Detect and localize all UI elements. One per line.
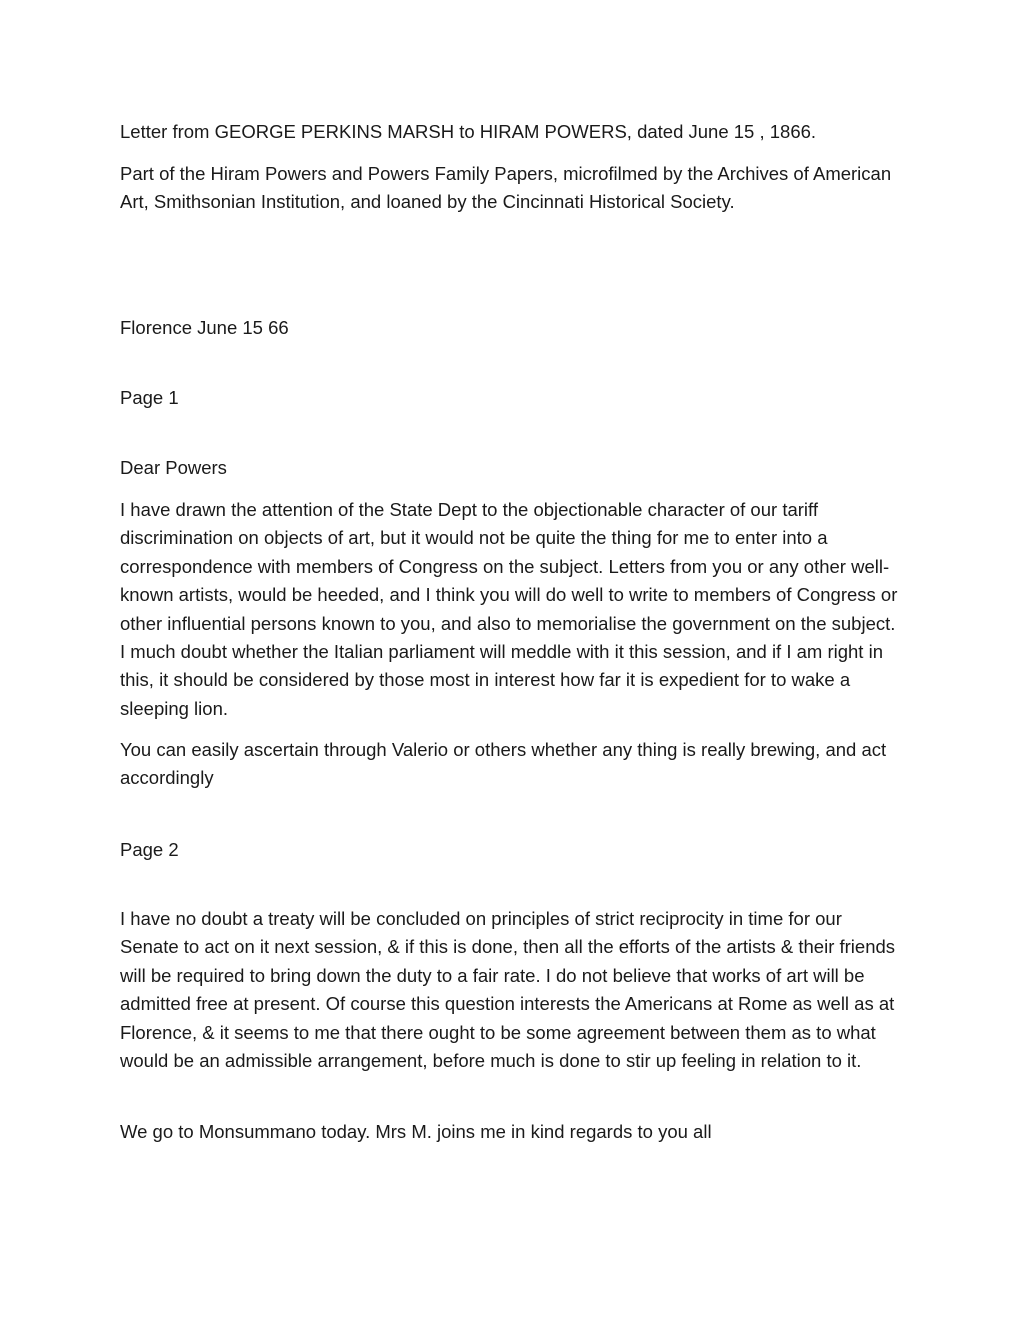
document-title: Letter from GEORGE PERKINS MARSH to HIRAM POWERS, dated June 15 , 1866. (120, 121, 817, 142)
letter-place-date: Florence June 15 66 (120, 317, 289, 338)
letter-closing: We go to Monsummano today. Mrs M. joins me in kind regards to you all (120, 1121, 712, 1142)
provenance-note: Part of the Hiram Powers and Powers Family Papers, microfilmed by the Archives of American Art, Smithsonian Institution, and loaned by the Cincinnati Historical Society. (120, 163, 892, 213)
page-1-label: Page 1 (120, 387, 179, 408)
letter-salutation: Dear Powers (120, 457, 227, 478)
page-2-label: Page 2 (120, 839, 179, 860)
letter-paragraph-2: You can easily ascertain through Valerio or others whether any thing is really brewing, and act accordingly (120, 739, 887, 789)
letter-paragraph-1: I have drawn the attention of the State Dept to the objectionable character of our tariff discrimination on objects of art, but it would not be quite the thing for me to enter into a correspondence with members of Congress on the subject. Letters from you or any other well-known artists, would be heeded, and I think you will do well to write to members of Congress or other influential persons known to you, and also to memorialise the government on the subject. I much doubt whether the Italian parliament will meddle with it this session, and if I am right in this, it should be considered by those most in interest how far it is expedient for to wake a sleeping lion. (120, 499, 898, 719)
letter-paragraph-3: I have no doubt a treaty will be concluded on principles of strict reciprocity in time for our Senate to act on it next session, & if this is done, then all the efforts of the artists & their friends will be required to bring down the duty to a fair rate. I do not believe that works of art will be admitted free at present. Of course this question interests the Americans at Rome as well as at Florence, & it seems to me that there ought to be some agreement between them as to what would be an admissible arrangement, before much is done to stir up feeling in relation to it. (120, 908, 896, 1072)
